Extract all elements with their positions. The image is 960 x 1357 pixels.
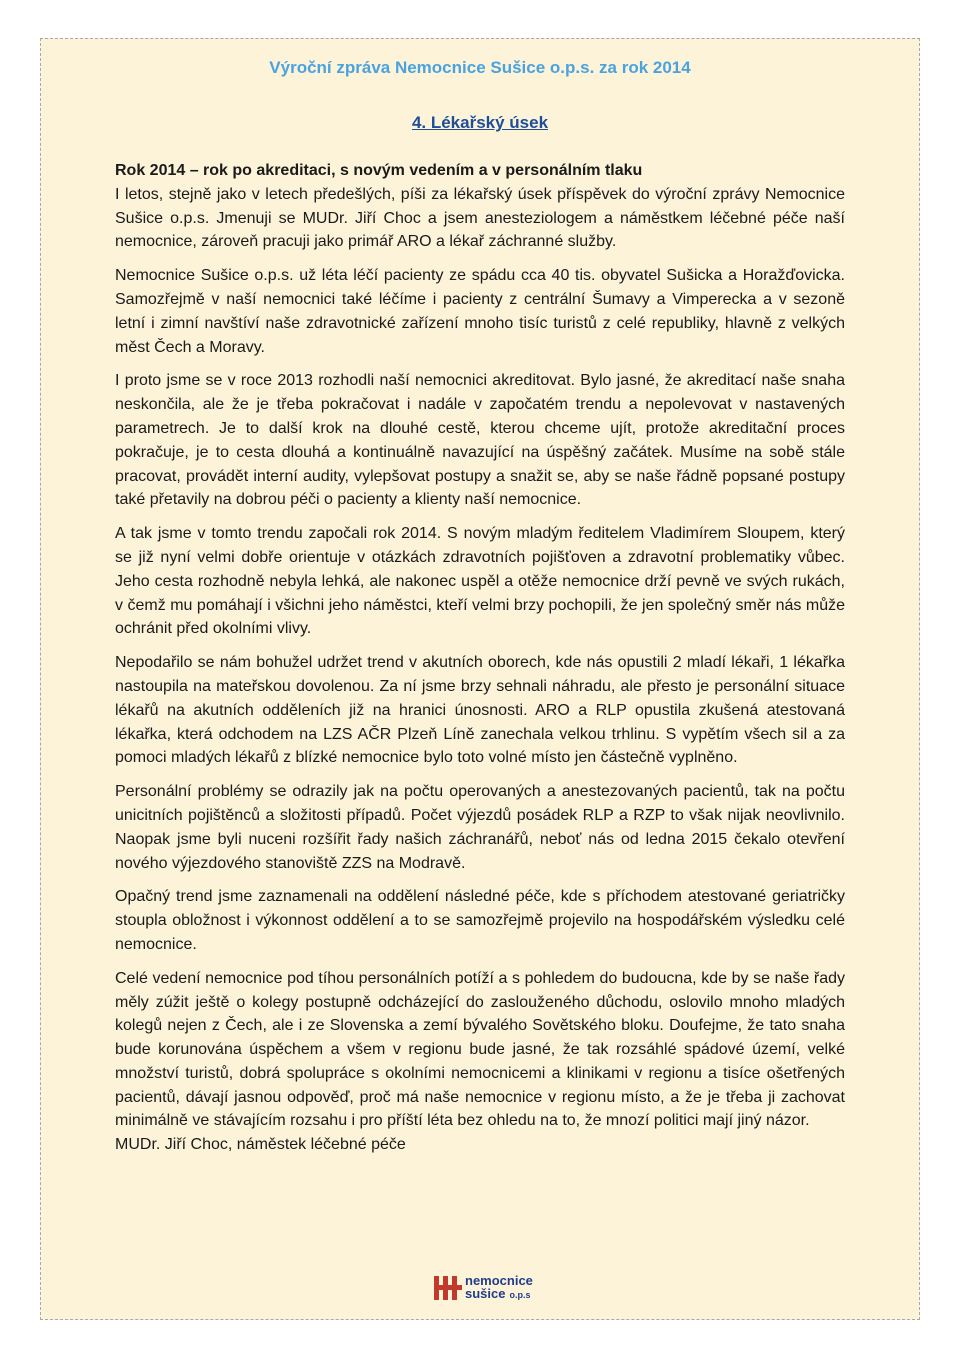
paragraph: Celé vedení nemocnice pod tíhou personálních potíží a s pohledem do budoucna, kde by se naše řady měly zúžit ještě o kolegy postupně odcházející do zaslouženého důchodu, oslovilo mnoho mladých kolegů nejen z Čech, ale i ze Slovenska a zemí bývalého Sovětského bloku. Doufejme, že tato snaha bude korunována úspěchem a všem v regionu bude jasné, že tak rozsáhlé spádové území, velké množství turistů, dobrá spolupráce s okolními nemocnicemi a klinikami v regionu a tisíce ošetřených pacientů, dávají jasnou odpověď, proč má naše nemocnice v regionu místo, a že je třeba ji zachovat minimálně ve stávajícím rozsahu i pro příští léta bez ohledu na to, že mnozí politici mají jiný názor. bbox=[115, 969, 845, 1130]
article-body bbox=[115, 159, 845, 1157]
paragraph: A tak jsme v tomto trendu započali rok 2014. S novým mladým ředitelem Vladimírem Sloupem, který se již nyní velmi dobře orientuje v otázkách zdravotních pojišťoven a zdravotní problematiky vůbec. Jeho cesta rozhodně nebyla lehká, ale nakonec uspěl a otěže nemocnice drží pevně ve svých rukách, v čemž mu pomáhají i všichni jeho náměstci, kteří velmi brzy pochopili, že jen společný směr nás může ochránit před okolními vlivy. bbox=[115, 525, 845, 638]
paragraph: Nepodařilo se nám bohužel udržet trend v akutních oborech, kde nás opustili 2 mladí lékaři, 1 lékařka nastoupila na mateřskou dovolenou. Za ní jsme brzy sehnali náhradu, ale přesto je personální situace lékařů na akutních odděleních již na hranici únosnosti. ARO a RLP opustila zkušená atestovaná lékařka, která odchodem na LZS AČR Plzeň Líně zanechala velkou trhlinu. S vypětím všech sil a za pomoci mladých lékařů z blízké nemocnice bylo toto volné místo jen částečně vyplněno. bbox=[115, 654, 845, 767]
hospital-logo bbox=[434, 1270, 534, 1306]
logo-line1: nemocnice bbox=[465, 1273, 533, 1288]
logo-text bbox=[465, 1274, 533, 1302]
signature: MUDr. Jiří Choc, náměstek léčebné péče bbox=[115, 1136, 406, 1154]
paragraph: Nemocnice Sušice o.p.s. už léta léčí pacienty ze spádu cca 40 tis. obyvatel Sušicka a Horažďovicka. Samozřejmě v naší nemocnici také léčíme i pacienty z centrální Šumavy a Vimperecka a v sezoně letní i zimní navštíví naše zdravotnické zařízení mnoho tisíc turistů z celé republiky, hlavně z velkých měst Čech a Moravy. bbox=[115, 267, 845, 356]
hospital-cross-icon bbox=[434, 1274, 462, 1302]
running-title: Výroční zpráva Nemocnice Sušice o.p.s. za rok 2014 bbox=[269, 58, 691, 77]
logo-suffix: o.p.s bbox=[509, 1290, 531, 1300]
article-subtitle: Rok 2014 – rok po akreditaci, s novým vedením a v personálním tlaku bbox=[115, 162, 643, 179]
paragraph: I proto jsme se v roce 2013 rozhodli naší nemocnici akreditovat. Bylo jasné, že akreditací naše snaha neskončila, ale že je třeba pokračovat i nadále v započatém trendu a nepolevovat v nastavených parametrech. Je to další krok na dlouhé cestě, kterou chceme ujít, protože akreditační proces pokračuje, je to cesta dlouhá a kontinuálně navazující na úspěšný začátek. Musíme na sobě stále pracovat, provádět interní audity, vylepšovat postupy a snažit se, aby se naše řádně popsané postupy také přetavily na dobrou péči o pacienty a klienty naší nemocnice. bbox=[115, 372, 845, 509]
section-title: 4. Lékařský úsek bbox=[411, 113, 549, 132]
paragraph: Opačný trend jsme zaznamenali na oddělení následné péče, kde s příchodem atestované geriatričky stoupla obložnost i výkonnost oddělení a to se samozřejmě projevilo na hospodářském výsledku celé nemocnice. bbox=[115, 888, 845, 953]
paragraph: Personální problémy se odrazily jak na počtu operovaných a anestezovaných pacientů, tak na počtu unicitních pojištěnců a složitosti případů. Počet výjezdů posádek RLP a RZP to však nijak neovlivnilo. Naopak jsme byli nuceni rozšířit řady našich záchranářů, neboť nás od ledna 2015 čekalo otevření nového výjezdového stanoviště ZZS na Modravě. bbox=[115, 783, 845, 872]
paragraph: I letos, stejně jako v letech předešlých, píši za lékařský úsek příspěvek do výroční zprávy Nemocnice Sušice o.p.s. Jmenuji se MUDr. Jiří Choc a jsem anesteziologem a náměstkem léčebné péče naší nemocnice, zároveň pracuji jako primář ARO a lékař záchranné služby. bbox=[115, 185, 845, 251]
logo-line2: sušice bbox=[465, 1286, 506, 1301]
